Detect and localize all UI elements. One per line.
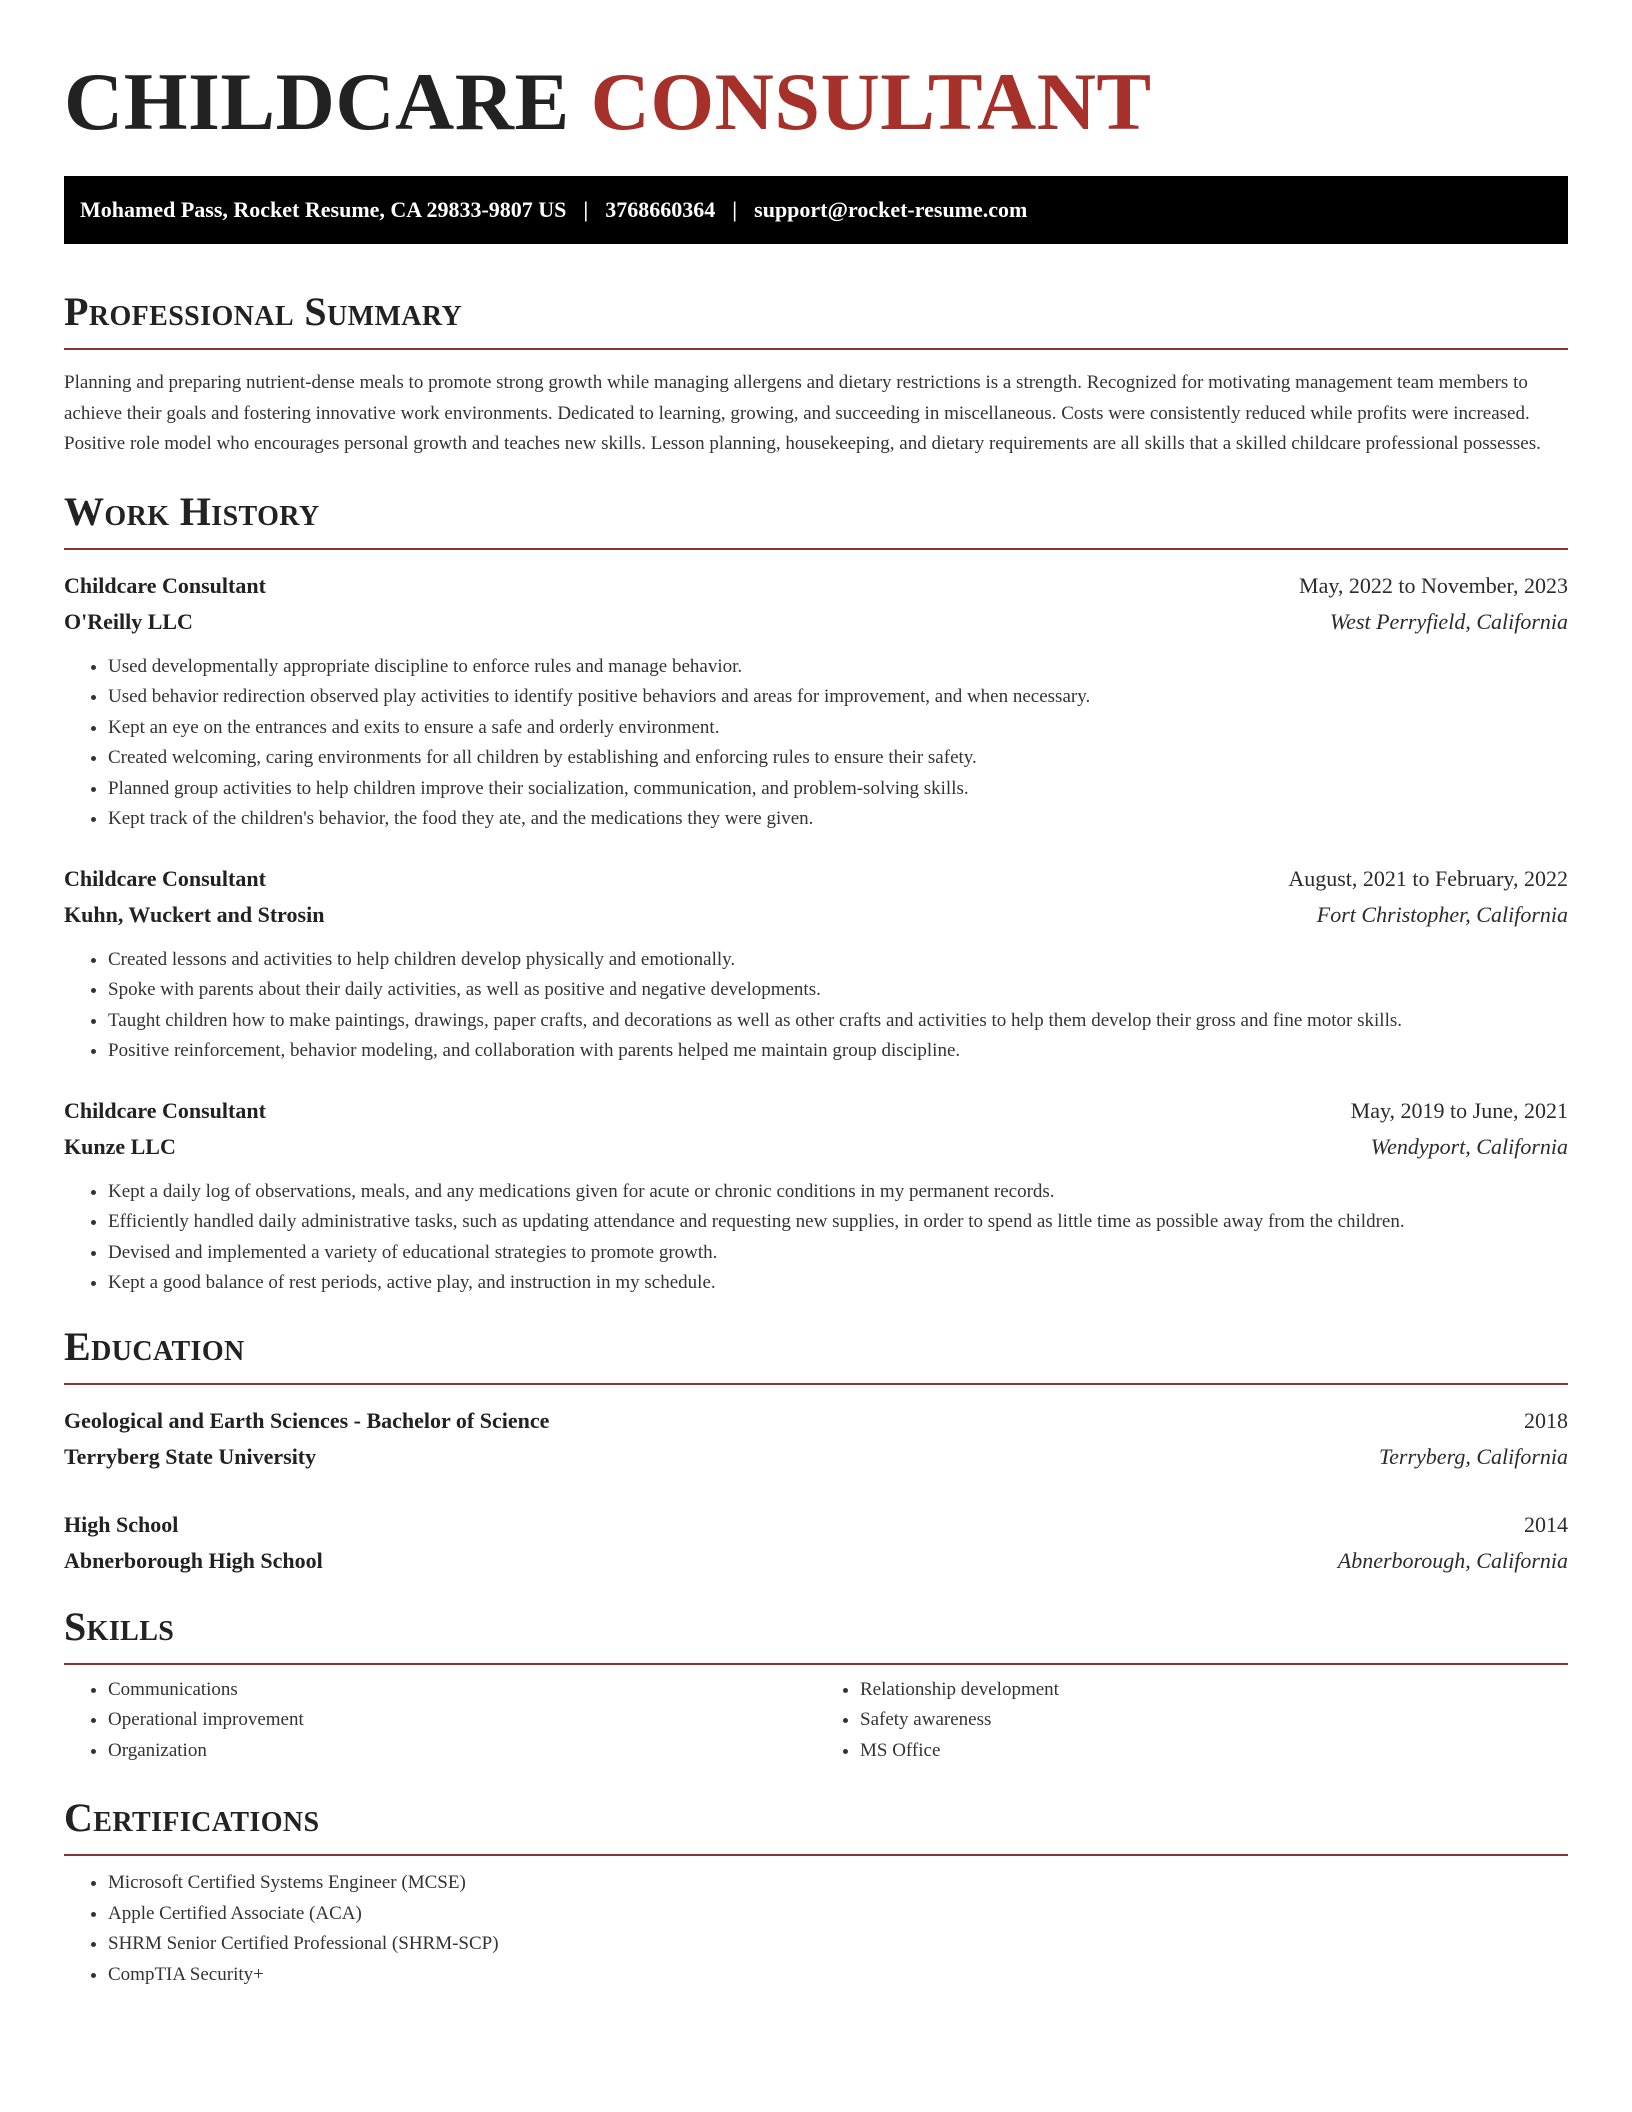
job-entry bbox=[64, 568, 1568, 835]
contact-separator: | bbox=[732, 197, 738, 222]
job-title: Childcare Consultant bbox=[64, 865, 266, 891]
education-school: Terryberg State University bbox=[64, 1443, 317, 1469]
job-bullet: • Kept a good balance of rest periods, active play, and instruction in my schedule. bbox=[108, 1268, 1568, 1299]
section-divider bbox=[64, 1383, 1568, 1385]
education-location: Abnerborough, California bbox=[1337, 1547, 1568, 1573]
job-dates: May, 2019 to June, 2021 bbox=[1350, 1097, 1568, 1123]
contact-bar bbox=[64, 176, 1568, 244]
section-divider bbox=[64, 1854, 1568, 1856]
summary-text: Planning and preparing nutrient-dense meals to promote strong growth while managing allergens and dietary restrictions is a strength. Recognized for motivating management team members to achieve their goals and fostering innovative work environments. Dedicated to learning, growing, and succeeding in miscellaneous. Costs were consistently reduced while profits were increased. Positive role model who encourages personal growth and teaches new skills. Lesson planning, housekeeping, and dietary requirements are all skills that a skilled childcare professional possesses. bbox=[64, 372, 1541, 454]
resume-title bbox=[64, 52, 1568, 152]
section-divider bbox=[64, 348, 1568, 350]
job-bullet: • Created welcoming, caring environments for all children by establishing and enforcing rules to ensure their safety. bbox=[108, 743, 1568, 774]
education-year: 2018 bbox=[1524, 1407, 1568, 1433]
job-bullet: • Taught children how to make paintings, drawings, paper crafts, and decorations as well as other crafts and activities to help them develop their gross and fine motor skills. bbox=[108, 1006, 1568, 1037]
job-company: O'Reilly LLC bbox=[64, 608, 193, 634]
education-list bbox=[64, 1403, 1568, 1579]
certification-item: • Microsoft Certified Systems Engineer (MCSE) bbox=[108, 1868, 1568, 1899]
education-entry bbox=[64, 1403, 1568, 1475]
education-entry bbox=[64, 1507, 1568, 1579]
skill-item: • Safety awareness bbox=[860, 1705, 1568, 1736]
section-heading: Education bbox=[64, 1323, 245, 1369]
job-dates: August, 2021 to February, 2022 bbox=[1288, 865, 1568, 891]
education-location: Terryberg, California bbox=[1378, 1443, 1568, 1469]
job-bullet: • Spoke with parents about their daily activities, as well as positive and negative developments. bbox=[108, 975, 1568, 1006]
work-history-section bbox=[64, 488, 1568, 1299]
skill-item: • MS Office bbox=[860, 1736, 1568, 1767]
skill-item: • Operational improvement bbox=[108, 1705, 816, 1736]
job-bullet: • Kept an eye on the entrances and exits to ensure a safe and orderly environment. bbox=[108, 713, 1568, 744]
skill-item: • Communications bbox=[108, 1675, 816, 1706]
education-school: Abnerborough High School bbox=[64, 1547, 323, 1573]
job-entry bbox=[64, 1093, 1568, 1299]
section-divider bbox=[64, 1663, 1568, 1665]
job-bullets bbox=[64, 652, 1568, 835]
job-company-row bbox=[64, 897, 1568, 933]
contact-address: Mohamed Pass, Rocket Resume, CA 29833-9807 US bbox=[80, 197, 567, 222]
job-bullet: • Created lessons and activities to help children develop physically and emotionally. bbox=[108, 945, 1568, 976]
job-company-row bbox=[64, 1129, 1568, 1165]
job-bullet: • Used behavior redirection observed play activities to identify positive behaviors and areas for improvement, and when necessary. bbox=[108, 682, 1568, 713]
section-heading: Work History bbox=[64, 488, 320, 534]
job-location: West Perryfield, California bbox=[1329, 608, 1568, 634]
certification-item: • SHRM Senior Certified Professional (SHRM-SCP) bbox=[108, 1929, 1568, 1960]
certification-item: • Apple Certified Associate (ACA) bbox=[108, 1899, 1568, 1930]
contact-separator: | bbox=[583, 197, 589, 222]
title-accent: CONSULTANT bbox=[590, 56, 1152, 147]
education-degree: Geological and Earth Sciences - Bachelor of Science bbox=[64, 1407, 550, 1433]
job-bullet: • Planned group activities to help children improve their socialization, communication, and problem-solving skills. bbox=[108, 774, 1568, 805]
certifications-list bbox=[64, 1868, 1568, 1990]
contact-email: support@rocket-resume.com bbox=[754, 197, 1028, 222]
certification-item: • CompTIA Security+ bbox=[108, 1960, 1568, 1991]
summary-section bbox=[64, 288, 1568, 460]
contact-phone: 3768660364 bbox=[605, 197, 716, 222]
section-divider bbox=[64, 548, 1568, 550]
education-degree-row bbox=[64, 1403, 1568, 1439]
title-main: CHILDCARE bbox=[64, 56, 570, 147]
education-school-row bbox=[64, 1439, 1568, 1475]
job-company: Kuhn, Wuckert and Strosin bbox=[64, 901, 325, 927]
section-heading: Certifications bbox=[64, 1795, 320, 1840]
skills-list-left bbox=[64, 1675, 816, 1767]
job-location: Wendyport, California bbox=[1370, 1133, 1568, 1159]
job-list bbox=[64, 568, 1568, 1299]
education-school-row bbox=[64, 1543, 1568, 1579]
job-bullet: • Devised and implemented a variety of educational strategies to promote growth. bbox=[108, 1238, 1568, 1269]
job-bullet: • Used developmentally appropriate discipline to enforce rules and manage behavior. bbox=[108, 652, 1568, 683]
skill-item: • Relationship development bbox=[860, 1675, 1568, 1706]
job-company-row bbox=[64, 604, 1568, 640]
education-section bbox=[64, 1323, 1568, 1579]
section-heading: Professional Summary bbox=[64, 289, 463, 334]
job-bullets bbox=[64, 1177, 1568, 1299]
job-bullet: • Positive reinforcement, behavior modeling, and collaboration with parents helped me maintain group discipline. bbox=[108, 1036, 1568, 1067]
job-dates: May, 2022 to November, 2023 bbox=[1299, 572, 1568, 598]
job-title-row bbox=[64, 568, 1568, 604]
job-bullet: • Kept track of the children's behavior, the food they ate, and the medications they were given. bbox=[108, 804, 1568, 835]
job-bullets bbox=[64, 945, 1568, 1067]
job-title-row bbox=[64, 861, 1568, 897]
skills-section bbox=[64, 1603, 1568, 1767]
job-title: Childcare Consultant bbox=[64, 1097, 266, 1123]
job-bullet: • Kept a daily log of observations, meals, and any medications given for acute or chronic conditions in my permanent records. bbox=[108, 1177, 1568, 1208]
job-location: Fort Christopher, California bbox=[1316, 901, 1568, 927]
job-company: Kunze LLC bbox=[64, 1133, 176, 1159]
section-heading: Skills bbox=[64, 1603, 175, 1649]
job-entry bbox=[64, 861, 1568, 1067]
job-title: Childcare Consultant bbox=[64, 572, 266, 598]
skill-item: • Organization bbox=[108, 1736, 816, 1767]
skills-list-right bbox=[816, 1675, 1568, 1767]
job-bullet: • Efficiently handled daily administrative tasks, such as updating attendance and requesting new supplies, in order to spend as little time as possible away from the children. bbox=[108, 1207, 1568, 1238]
skills-grid bbox=[64, 1675, 1568, 1767]
education-degree-row bbox=[64, 1507, 1568, 1543]
education-degree: High School bbox=[64, 1511, 179, 1537]
certifications-section bbox=[64, 1794, 1568, 1990]
education-year: 2014 bbox=[1524, 1511, 1568, 1537]
job-title-row bbox=[64, 1093, 1568, 1129]
